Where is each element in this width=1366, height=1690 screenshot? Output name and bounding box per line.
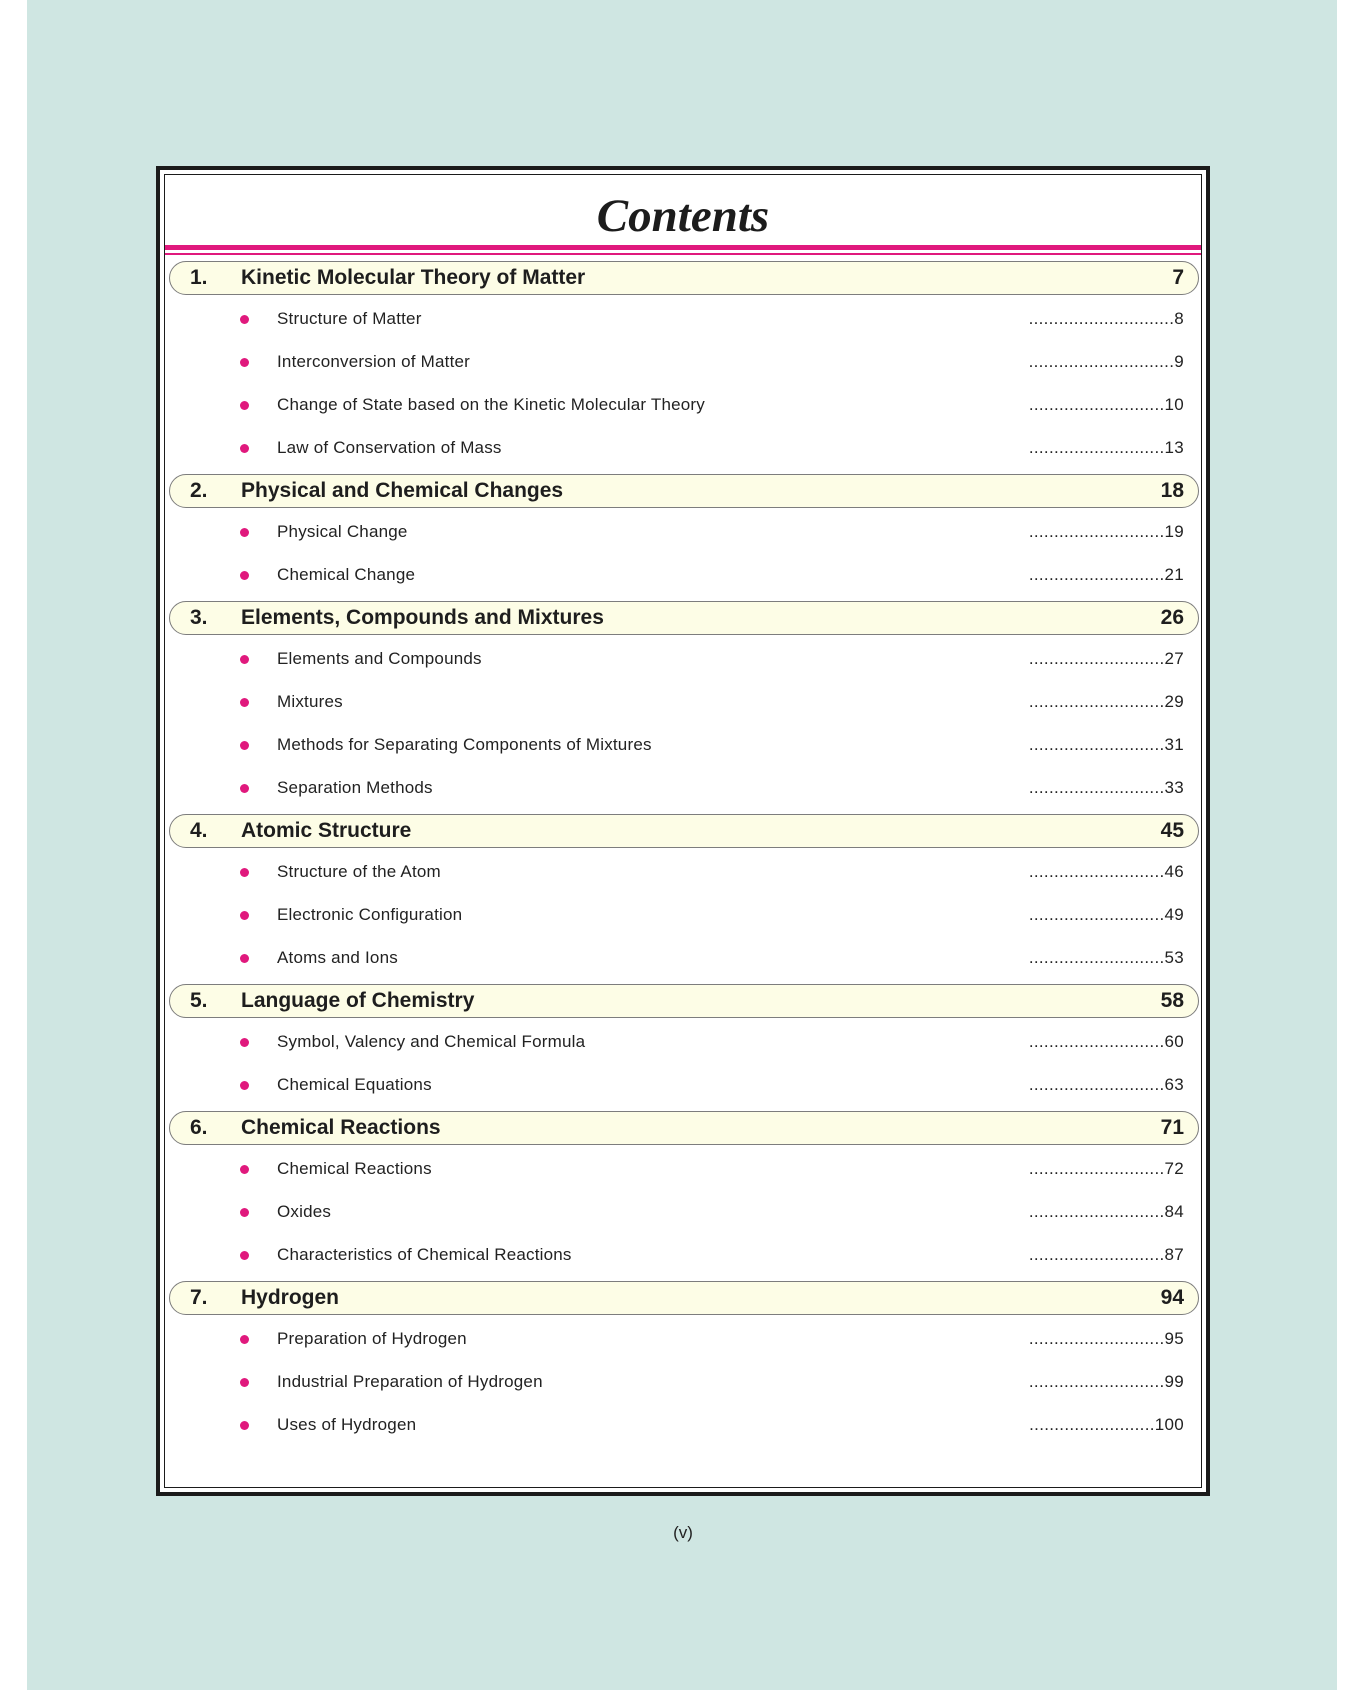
bullet-icon xyxy=(240,1335,249,1344)
chapter-page: 58 xyxy=(1160,989,1184,1012)
topic-page: ...........................72 xyxy=(1028,1159,1184,1178)
chapter-title: Elements, Compounds and Mixtures xyxy=(241,606,604,629)
topic-item[interactable] xyxy=(165,851,1201,894)
topic-page: ...........................46 xyxy=(1028,862,1184,881)
bullet-icon xyxy=(240,741,249,750)
chapter-page: 45 xyxy=(1160,819,1184,842)
topic-title: Physical Change xyxy=(277,522,408,541)
contents-frame xyxy=(156,166,1210,1496)
topic-item[interactable] xyxy=(165,554,1201,597)
chapter-page: 7 xyxy=(1172,266,1184,289)
chapter-row[interactable] xyxy=(169,1111,1199,1145)
chapter-number: 2. xyxy=(190,479,208,502)
topic-page: ...........................27 xyxy=(1028,649,1184,668)
topic-item[interactable] xyxy=(165,1234,1201,1277)
topic-item[interactable] xyxy=(165,1404,1201,1447)
topic-page: ...........................53 xyxy=(1028,948,1184,967)
topic-item[interactable] xyxy=(165,724,1201,767)
topic-page: ...........................31 xyxy=(1028,735,1184,754)
topic-title: Chemical Equations xyxy=(277,1075,432,1094)
title-rule-thick xyxy=(165,245,1201,250)
topic-page: ...........................49 xyxy=(1028,905,1184,924)
chapter-page: 71 xyxy=(1160,1116,1184,1139)
chapter-number: 7. xyxy=(190,1286,208,1309)
topic-item[interactable] xyxy=(165,894,1201,937)
topic-item[interactable] xyxy=(165,1191,1201,1234)
bullet-icon xyxy=(240,315,249,324)
chapter-number: 1. xyxy=(190,266,208,289)
topic-item[interactable] xyxy=(165,1318,1201,1361)
bullet-icon xyxy=(240,698,249,707)
chapter-number: 3. xyxy=(190,606,208,629)
chapter-row[interactable] xyxy=(169,261,1199,295)
chapter-title: Chemical Reactions xyxy=(241,1116,441,1139)
bullet-icon xyxy=(240,1378,249,1387)
bullet-icon xyxy=(240,401,249,410)
chapter-row[interactable] xyxy=(169,984,1199,1018)
bullet-icon xyxy=(240,571,249,580)
topic-item[interactable] xyxy=(165,298,1201,341)
topic-page: ...........................99 xyxy=(1028,1372,1184,1391)
topic-page: ...........................21 xyxy=(1028,565,1184,584)
topic-item[interactable] xyxy=(165,427,1201,470)
topic-title: Characteristics of Chemical Reactions xyxy=(277,1245,572,1264)
topic-item[interactable] xyxy=(165,638,1201,681)
chapter-page: 18 xyxy=(1160,479,1184,502)
topic-list xyxy=(165,508,1201,597)
topic-page: .............................8 xyxy=(1028,309,1184,328)
bullet-icon xyxy=(240,444,249,453)
topic-title: Preparation of Hydrogen xyxy=(277,1329,467,1348)
bullet-icon xyxy=(240,1081,249,1090)
bullet-icon xyxy=(240,1165,249,1174)
bullet-icon xyxy=(240,1038,249,1047)
topic-list xyxy=(165,635,1201,810)
bullet-icon xyxy=(240,911,249,920)
page-number: (v) xyxy=(673,1523,693,1542)
topic-title: Structure of the Atom xyxy=(277,862,441,881)
topic-page: ...........................33 xyxy=(1028,778,1184,797)
bullet-icon xyxy=(240,655,249,664)
bullet-icon xyxy=(240,528,249,537)
topic-item[interactable] xyxy=(165,1148,1201,1191)
chapter-title: Kinetic Molecular Theory of Matter xyxy=(241,266,586,289)
topic-title: Chemical Reactions xyxy=(277,1159,432,1178)
bullet-icon xyxy=(240,1421,249,1430)
topic-title: Chemical Change xyxy=(277,565,416,584)
bullet-icon xyxy=(240,1208,249,1217)
chapter-number: 4. xyxy=(190,819,208,842)
topic-title: Mixtures xyxy=(277,692,343,711)
topic-page: .........................100 xyxy=(1029,1415,1184,1434)
topic-title: Uses of Hydrogen xyxy=(277,1415,417,1434)
topic-title: Change of State based on the Kinetic Molecular Theory xyxy=(277,395,705,414)
contents-inner-border xyxy=(164,174,1202,1488)
chapter-row[interactable] xyxy=(169,1281,1199,1315)
bullet-icon xyxy=(240,784,249,793)
topic-page: ...........................60 xyxy=(1028,1032,1184,1051)
topic-page: ...........................63 xyxy=(1028,1075,1184,1094)
topic-page: .............................9 xyxy=(1028,352,1184,371)
topic-item[interactable] xyxy=(165,384,1201,427)
chapter-number: 6. xyxy=(190,1116,208,1139)
topic-title: Interconversion of Matter xyxy=(277,352,471,371)
topic-page: ...........................87 xyxy=(1028,1245,1184,1264)
topic-item[interactable] xyxy=(165,937,1201,980)
chapter-title: Physical and Chemical Changes xyxy=(241,479,564,502)
topic-list xyxy=(165,295,1201,470)
topic-page: ...........................29 xyxy=(1028,692,1184,711)
page-title: Contents xyxy=(596,190,770,242)
topic-title: Industrial Preparation of Hydrogen xyxy=(277,1372,543,1391)
topic-page: ...........................10 xyxy=(1028,395,1184,414)
topic-page: ...........................19 xyxy=(1028,522,1184,541)
chapter-row[interactable] xyxy=(169,474,1199,508)
topic-list xyxy=(165,1145,1201,1277)
topic-list xyxy=(165,1315,1201,1447)
topic-title: Elements and Compounds xyxy=(277,649,482,668)
bullet-icon xyxy=(240,868,249,877)
topic-title: Symbol, Valency and Chemical Formula xyxy=(277,1032,586,1051)
topic-title: Methods for Separating Components of Mixtures xyxy=(277,735,652,754)
topic-item[interactable] xyxy=(165,1064,1201,1107)
topic-page: ...........................84 xyxy=(1028,1202,1184,1221)
bullet-icon xyxy=(240,1251,249,1260)
topic-item[interactable] xyxy=(165,1361,1201,1404)
toc-list xyxy=(165,261,1201,1447)
topic-title: Atoms and Ions xyxy=(277,948,398,967)
topic-page: ...........................13 xyxy=(1028,438,1184,457)
topic-page: ...........................95 xyxy=(1028,1329,1184,1348)
chapter-title: Atomic Structure xyxy=(241,819,412,842)
chapter-number: 5. xyxy=(190,989,208,1012)
topic-item[interactable] xyxy=(165,767,1201,810)
topic-item[interactable] xyxy=(165,681,1201,724)
topic-list xyxy=(165,848,1201,980)
topic-item[interactable] xyxy=(165,511,1201,554)
bullet-icon xyxy=(240,358,249,367)
topic-title: Oxides xyxy=(277,1202,332,1221)
topic-title: Electronic Configuration xyxy=(277,905,463,924)
topic-item[interactable] xyxy=(165,1021,1201,1064)
chapter-title: Language of Chemistry xyxy=(241,989,475,1012)
topic-list xyxy=(165,1018,1201,1107)
title-rule-thin xyxy=(165,253,1201,255)
topic-title: Law of Conservation of Mass xyxy=(277,438,502,457)
topic-title: Separation Methods xyxy=(277,778,433,797)
bullet-icon xyxy=(240,954,249,963)
chapter-row[interactable] xyxy=(169,601,1199,635)
topic-item[interactable] xyxy=(165,341,1201,384)
chapter-row[interactable] xyxy=(169,814,1199,848)
chapter-page: 26 xyxy=(1160,606,1184,629)
chapter-title: Hydrogen xyxy=(241,1286,340,1309)
topic-title: Structure of Matter xyxy=(277,309,422,328)
chapter-page: 94 xyxy=(1160,1286,1184,1309)
